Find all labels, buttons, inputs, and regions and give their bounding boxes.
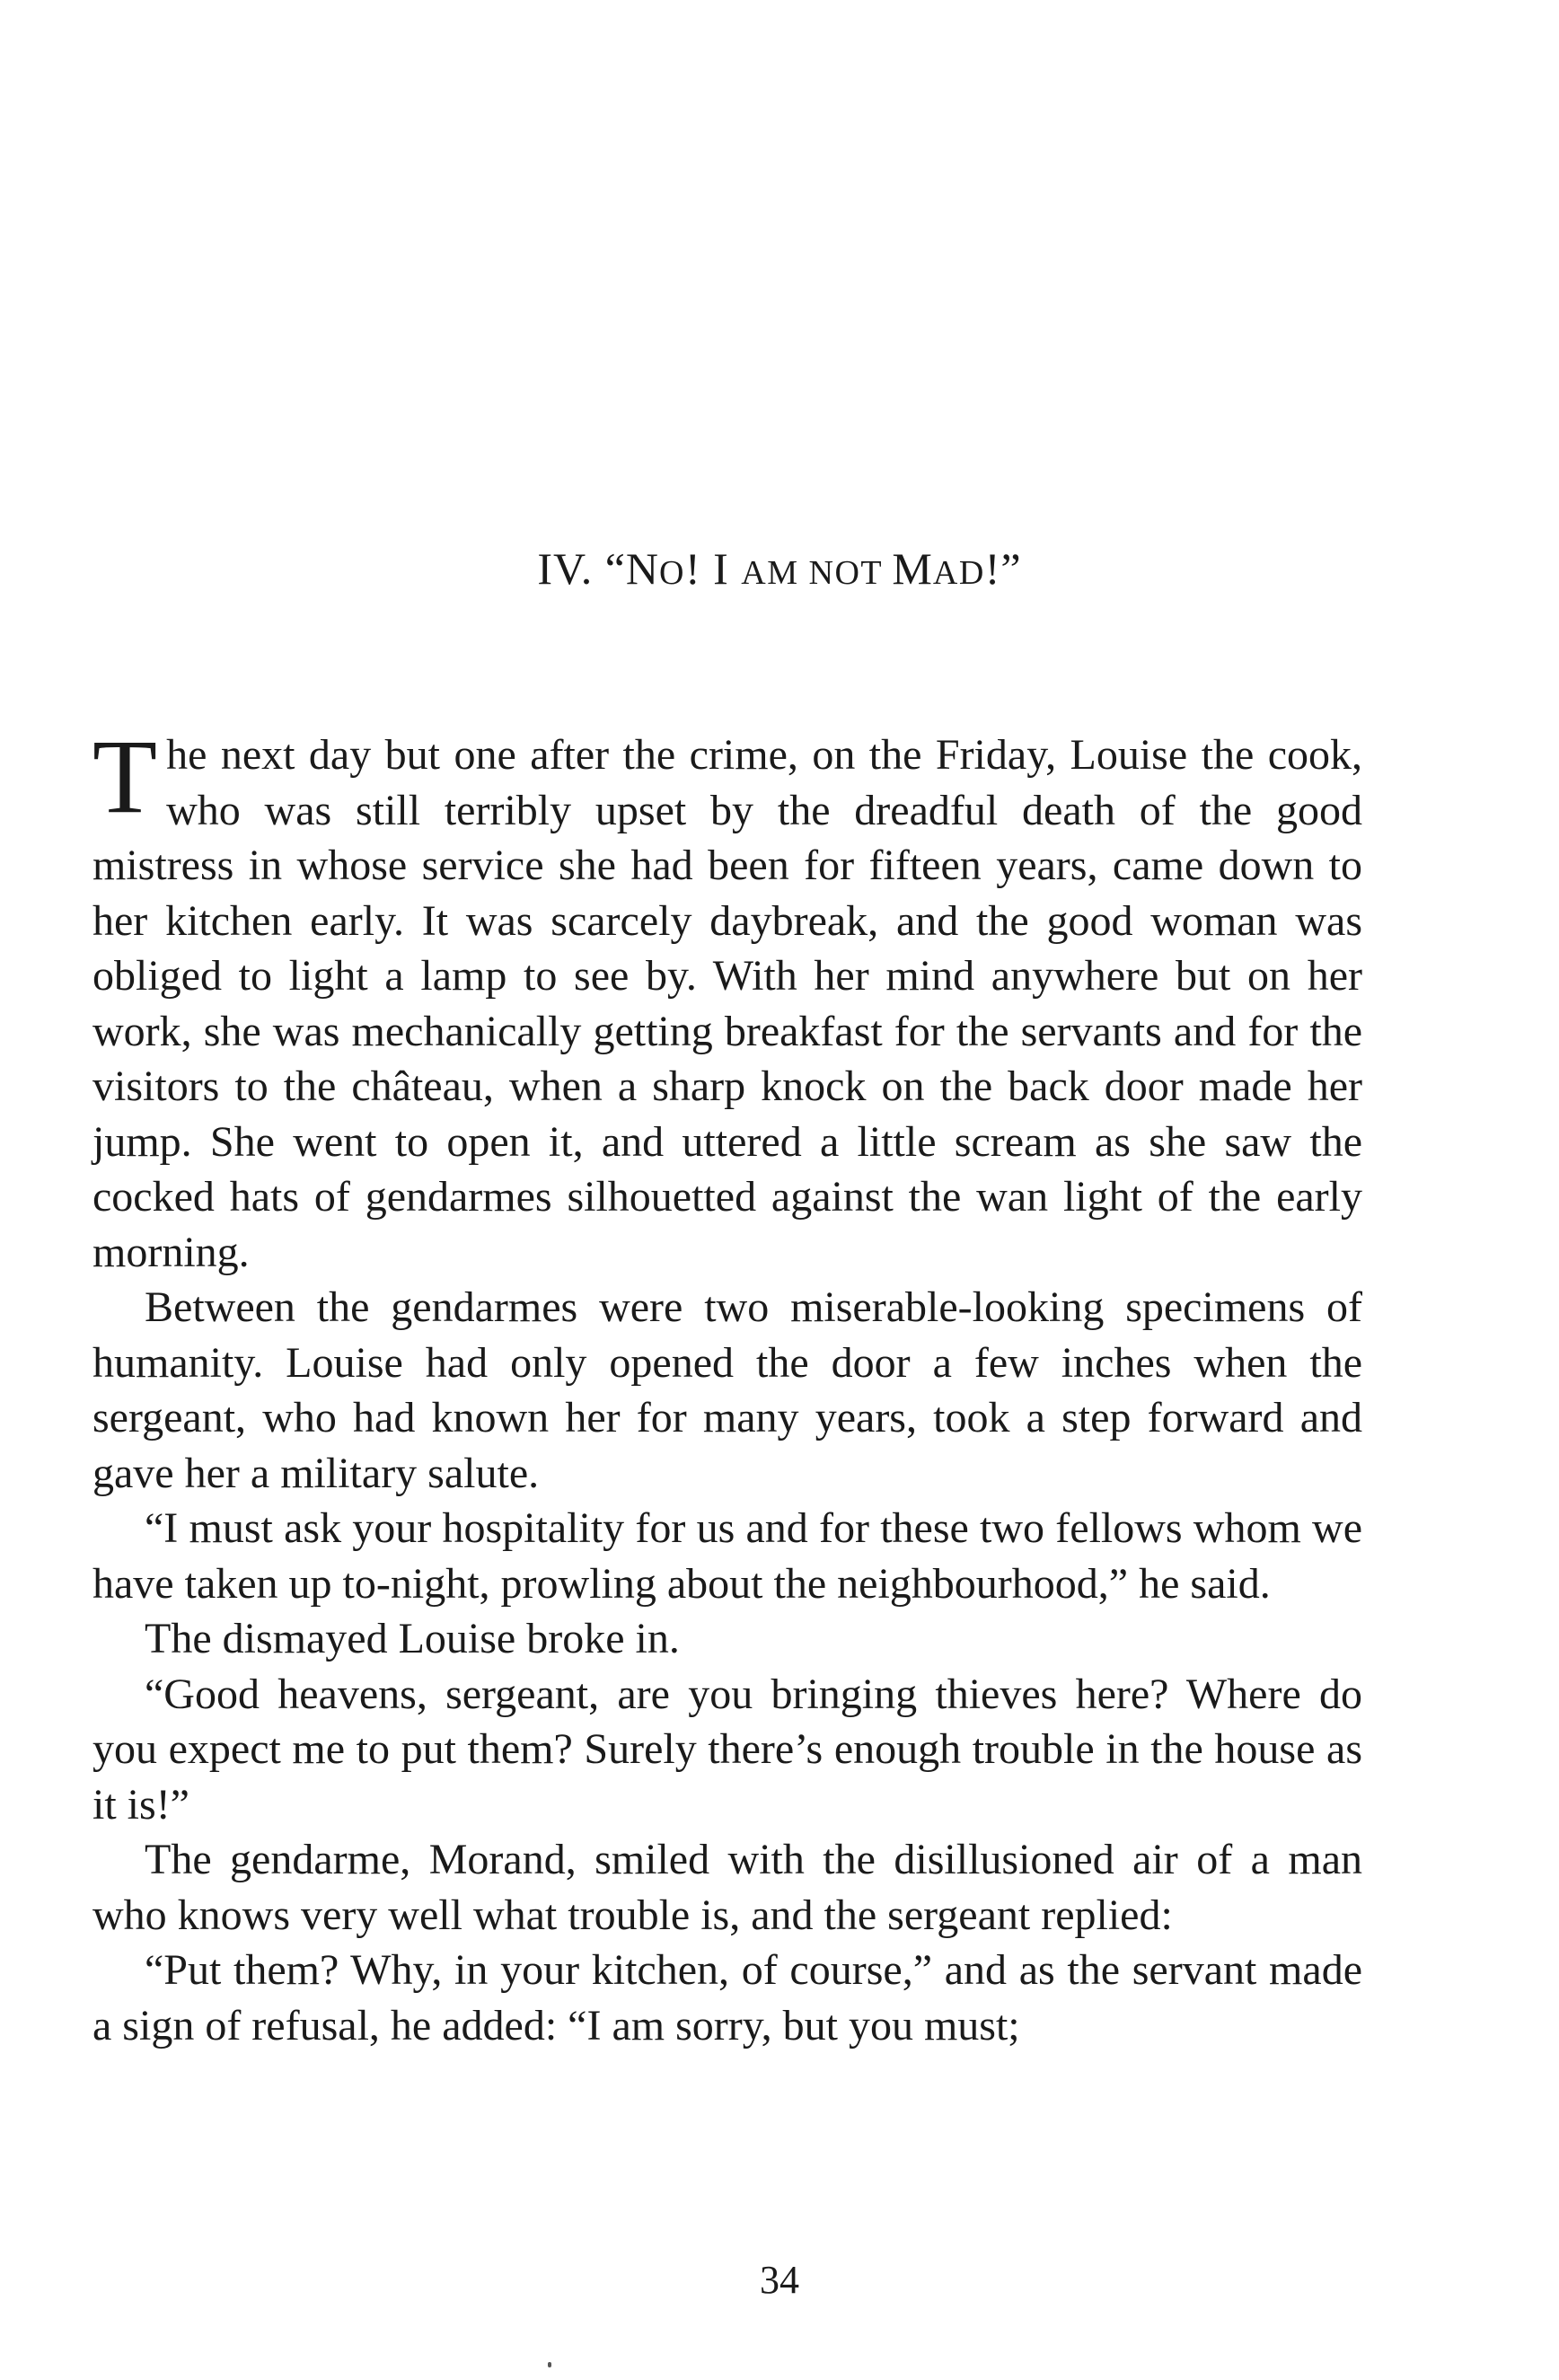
paragraph: “Put them? Why, in your kitchen, of course,” and as the servant made a sign of refusal, he added: “I am sorry, but you must; [92, 1946, 1362, 2049]
chapter-title: IV. “NO! I AM NOT MAD!” [537, 543, 1022, 594]
page-number: 34 [760, 2258, 799, 2302]
drop-cap: T [92, 718, 158, 835]
paragraph: The dismayed Louise broke in. [145, 1615, 680, 1662]
paragraph: “Good heavens, sergeant, are you bringing thieves here? Where do you expect me to put them? Surely there’s enough trouble in the house as it is!” [92, 1670, 1362, 1829]
chapter-number: IV. [537, 543, 594, 594]
paragraph: Between the gendarmes were two miserable-looking specimens of humanity. Louise had only opened the door a few inches when the sergeant, who had known her for many years, took a step forward and gave her a military salute. [92, 1283, 1362, 1497]
body-text [92, 718, 1362, 2053]
paragraph: The gendarme, Morand, smiled with the disillusioned air of a man who knows very well what trouble is, and the sergeant replied: [92, 1836, 1362, 1939]
scan-speck [548, 2362, 551, 2367]
paragraph: The next day but one after the crime, on the Friday, Louise the cook, who was still terribly upset by the dreadful death of the good mistress in whose service she had been for fifteen years, came down to her kitchen early. It was scarcely daybreak, and the good woman was obliged to light a lamp to see by. With her mind anywhere but on her work, she was mechanically getting breakfast for the servants and for the visitors to the château, when a sharp knock on the back door made her jump. She went to open it, and uttered a little scream as she saw the cocked hats of gendarmes silhouetted against the wan light of the early morning. [92, 718, 1362, 1276]
paragraph: “I must ask your hospitality for us and for these two fellows whom we have taken up to-night, prowling about the neighbourhood,” he said. [92, 1504, 1362, 1608]
